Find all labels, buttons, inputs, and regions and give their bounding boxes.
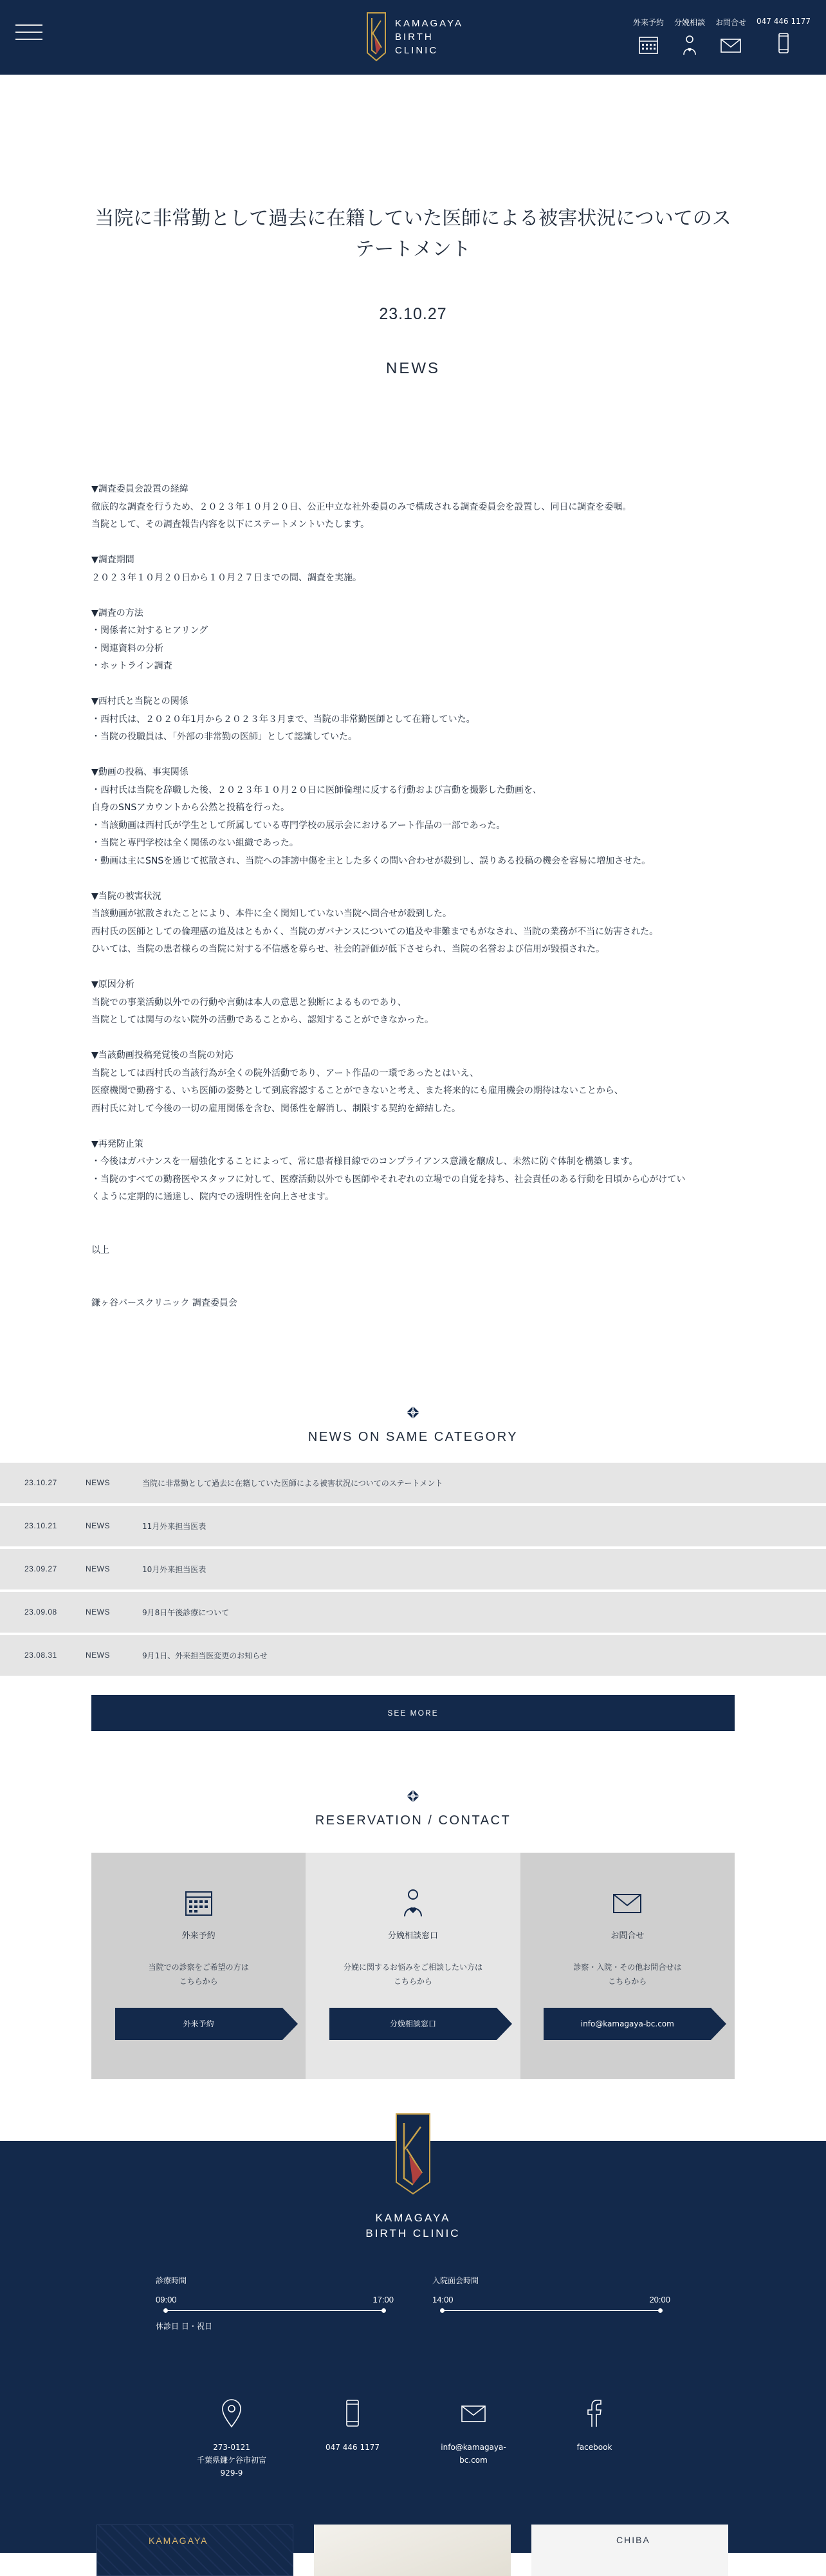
- section-text: 当該動画が拡散されたことにより、本件に全く関知していない当院へ問合せが殺到した。: [91, 909, 452, 919]
- section-facts: [91, 764, 735, 870]
- hours-label: 診療時間: [156, 2275, 187, 2285]
- section-text: ・関係者に対するヒアリング: [91, 625, 208, 636]
- signature: 鎌ヶ谷バースクリニック 調査委員会: [91, 1298, 237, 1308]
- mother-icon: [679, 34, 701, 56]
- footer-contacts: [0, 2398, 826, 2479]
- news-title: 11月外来担当医表: [142, 1521, 206, 1531]
- section-prevention: [91, 1136, 735, 1207]
- card-desc-line: 当院での診察をご希望の方は: [148, 1962, 249, 1972]
- section-heading: ▼調査委員会設置の経緯: [91, 484, 188, 494]
- section-heading: ▼調査の方法: [91, 607, 143, 618]
- nav-appointment-label: 外来予約: [632, 18, 664, 27]
- card-title: 外来予約: [181, 1931, 216, 1941]
- visiting-hours: [432, 2275, 670, 2314]
- clinic-hours: [156, 2275, 394, 2331]
- card-desc-line: 分娩に関するお悩みをご相談したい方は: [343, 1962, 482, 1972]
- section-text: 当院として、その調査報告内容を以下にステートメントいたします。: [91, 519, 370, 530]
- see-more-button[interactable]: SEE MORE: [91, 1695, 735, 1731]
- section-text: ・当院の役職員は、「外部の非常勤の医師」として認識していた。: [91, 732, 357, 742]
- section-text: ・今後はガバナンスを一層強化することによって、常に患者様目線でのコンプライアンス意識を醸成し、未然に防ぐ体制を構築します。: [91, 1156, 638, 1167]
- closing-text: 以上: [91, 1245, 109, 1256]
- phone-icon: [773, 32, 794, 54]
- calendar-icon: [183, 1887, 214, 1918]
- contact-address[interactable]: [189, 2398, 274, 2479]
- section-period: [91, 551, 735, 587]
- news-title: 9月8日午後診療について: [142, 1608, 230, 1617]
- email-address: info@kamagaya-bc.com: [441, 2442, 506, 2465]
- diamond-ornament-icon: [403, 1786, 423, 1806]
- reservation-contact: [0, 1786, 826, 2079]
- hours-start: 14:00: [432, 2294, 454, 2304]
- card-title: 分娩相談窓口: [387, 1931, 438, 1941]
- address-line: 929-9: [220, 2468, 243, 2478]
- header-nav: [633, 17, 811, 56]
- section-text: 西村氏に対して今後の一切の雇用関係を含む、関係性を解消し、制限する契約を締結した。: [91, 1103, 461, 1114]
- section-heading: ▼西村氏と当院との関係: [91, 696, 188, 707]
- news-category: NEWS: [86, 1564, 110, 1573]
- article-body: [91, 481, 735, 1313]
- news-date: 23.10.27: [24, 1478, 57, 1487]
- logo-line-3: CLINIC: [395, 44, 439, 56]
- site-header: [0, 0, 826, 75]
- section-text: 当院としては西村氏の当該行為が全くの院外活動であり、アート作品の一環であったとはいえ、: [91, 1068, 479, 1079]
- card-desc-line: こちらから: [179, 1976, 218, 1986]
- footer-logo-text: [0, 2210, 826, 2241]
- nav-contact-label: お問合せ: [715, 18, 747, 27]
- banner-image[interactable]: [314, 2525, 511, 2576]
- banner-text: KAMAGAYA: [149, 2535, 208, 2546]
- hours-dot: [658, 2308, 663, 2313]
- banner-text: CHIBA: [616, 2534, 650, 2545]
- nav-delivery-label: 分娩相談: [674, 18, 705, 27]
- hours-label: 入院面会時間: [432, 2275, 479, 2285]
- section-text: ・当院と専門学校は全く関係のない組織であった。: [91, 838, 298, 848]
- news-row[interactable]: [0, 1506, 826, 1546]
- site-footer: [0, 2141, 826, 2553]
- mother-icon: [398, 1887, 428, 1918]
- section-text: ・当該動画は西村氏が学生として所属している専門学校の展示会におけるアート作品の一部であった。: [91, 820, 506, 831]
- nav-appointment[interactable]: [633, 17, 664, 56]
- related-news: [0, 1403, 826, 1731]
- site-logo[interactable]: [365, 12, 463, 62]
- section-text: 当院としては関与のない院外の活動であることから、認知することができなかった。: [91, 1015, 434, 1025]
- article-header: [0, 75, 826, 378]
- delivery-consult-button[interactable]: 分娩相談窓口: [329, 2008, 497, 2040]
- nav-phone[interactable]: [757, 17, 811, 56]
- contact-facebook[interactable]: [552, 2398, 637, 2479]
- section-text: 徹底的な調査を行うため、２０２３年１０月２０日、公正中立な社外委員のみで構成される調査委員会を設置し、同日に調査を委嘱。: [91, 501, 632, 512]
- section-text: ひいては、当院の患者様らの当院に対する不信感を募らせ、社会的評価が低下させられ、当院の名誉および信用が毀損された。: [91, 944, 605, 954]
- mail-icon: [720, 34, 742, 56]
- news-row[interactable]: [0, 1592, 826, 1633]
- hours-track: [165, 2310, 385, 2311]
- section-heading: ▼調査期間: [91, 555, 134, 565]
- news-title: 当院に非常勤として過去に在籍していた医師による被害状況についてのステートメント: [142, 1478, 443, 1488]
- section-text: 西村氏の医師としての倫理感の追及はともかく、当院のガバナンスについての追及や非難までもがなされ、当院の業務が不当に妨害された。: [91, 926, 659, 937]
- reserve-heading: RESERVATION / CONTACT: [315, 1813, 511, 1828]
- hours-dot: [381, 2308, 386, 2313]
- section-response: [91, 1047, 735, 1118]
- hours-dot: [163, 2308, 168, 2313]
- card-title: お問合せ: [610, 1931, 645, 1941]
- hours-note: 休診日 日・祝日: [156, 2321, 212, 2331]
- card-desc-line: 診察・入院・その他お問合せは: [573, 1962, 682, 1972]
- card-desc-line: こちらから: [608, 1976, 647, 1986]
- news-row[interactable]: [0, 1463, 826, 1503]
- section-heading: ▼当該動画投稿発覚後の当院の対応: [91, 1050, 234, 1061]
- footer-logo-line: KAMAGAYA: [375, 2211, 451, 2224]
- news-date: 23.09.08: [24, 1608, 57, 1617]
- section-relationship: [91, 693, 735, 746]
- news-category: NEWS: [86, 1651, 110, 1660]
- section-text: 当院での事業活動以外での行動や言動は本人の意思と独断によるものであり、: [91, 997, 407, 1008]
- appointment-button[interactable]: 外来予約: [115, 2008, 282, 2040]
- diamond-ornament-icon: [403, 1403, 423, 1422]
- section-heading: ▼動画の投稿、事実関係: [91, 767, 188, 777]
- section-text: 医療機関で勤務する、いち医師の姿勢として到底容認することができないと考え、また将来的にも雇用機会の期待はないことから、: [91, 1086, 623, 1096]
- hours-track: [441, 2310, 661, 2311]
- section-heading: ▼原因分析: [91, 979, 134, 990]
- menu-icon[interactable]: [15, 24, 42, 40]
- phone-icon: [340, 2398, 365, 2428]
- section-cause: [91, 976, 735, 1030]
- nav-phone-label: 047 446 1177: [757, 17, 811, 26]
- section-text: くように定期的に通達し、院内での透明性を向上させます。: [91, 1192, 334, 1202]
- section-text: 自身のSNSアカウントから公然と投稿を行った。: [91, 802, 290, 813]
- hours-dot: [440, 2308, 445, 2313]
- news-title: 10月外来担当医表: [142, 1564, 206, 1574]
- news-date: 23.10.21: [24, 1521, 57, 1530]
- contact-phone[interactable]: [310, 2398, 395, 2479]
- nav-delivery-consult[interactable]: [674, 17, 705, 56]
- delivery-consult-card: [306, 1853, 520, 2079]
- phone-number: 047 446 1177: [326, 2442, 380, 2452]
- section-damage: [91, 888, 735, 959]
- address-line: 273-0121: [213, 2442, 250, 2452]
- section-heading: ▼再発防止策: [91, 1138, 143, 1149]
- news-list: [0, 1463, 826, 1676]
- email-button[interactable]: info@kamagaya-bc.com: [544, 2008, 711, 2040]
- page-title: 当院に非常勤として過去に在籍していた医師による被害状況についてのステートメント: [95, 207, 731, 261]
- facebook-icon: [582, 2398, 607, 2428]
- logo-line-1: KAMAGAYA: [395, 17, 463, 29]
- section-heading: ▼当院の被害状況: [91, 891, 161, 902]
- news-category: NEWS: [86, 1478, 110, 1487]
- inquiry-card: [520, 1853, 735, 2079]
- section-text: ・ホットライン調査: [91, 661, 172, 671]
- section-background: [91, 481, 735, 534]
- card-desc-line: こちらから: [393, 1976, 432, 1986]
- related-heading: NEWS ON SAME CATEGORY: [307, 1429, 519, 1444]
- mail-icon: [461, 2398, 486, 2428]
- mail-icon: [612, 1887, 643, 1918]
- section-text: ・西村氏は当院を辞職した後、２０２３年１０月２０日に医師倫理に反する行動および言動を撮影した動画を、: [91, 784, 542, 795]
- footer-banners: [0, 2525, 826, 2553]
- hours-end: 17:00: [372, 2294, 394, 2304]
- hours-end: 20:00: [649, 2294, 670, 2304]
- news-date: 23.09.27: [24, 1564, 57, 1573]
- logo-line-2: BIRTH: [395, 31, 434, 42]
- contact-email[interactable]: [431, 2398, 516, 2479]
- hours-start: 09:00: [156, 2294, 177, 2304]
- map-pin-icon: [219, 2398, 244, 2428]
- banner-kamagaya[interactable]: [96, 2525, 293, 2576]
- section-text: ・動画は主にSNSを通じて拡散され、当院への誹謗中傷を主とした多くの問い合わせが殺到し、誤りある投稿の機会を容易に増加させた。: [91, 855, 651, 866]
- news-category: NEWS: [86, 1608, 110, 1617]
- news-date: 23.08.31: [24, 1651, 57, 1660]
- post-category: NEWS: [386, 360, 440, 377]
- logo-mark-icon: [365, 12, 387, 62]
- section-text: ・関連資料の分析: [91, 643, 163, 654]
- post-date: 23.10.27: [379, 305, 447, 323]
- contact-cards: [91, 1853, 735, 2079]
- news-title: 9月1日、外来担当医変更のお知らせ: [142, 1651, 268, 1660]
- news-row[interactable]: [0, 1549, 826, 1589]
- appointment-card: [91, 1853, 306, 2079]
- footer-logo-icon[interactable]: [394, 2111, 432, 2196]
- section-method: [91, 605, 735, 676]
- footer-logo-line: BIRTH CLINIC: [365, 2227, 461, 2239]
- nav-contact[interactable]: [715, 17, 746, 56]
- banner-chiba[interactable]: [531, 2525, 728, 2576]
- calendar-icon: [638, 34, 659, 56]
- news-category: NEWS: [86, 1521, 110, 1530]
- facebook-link: facebook: [576, 2442, 612, 2452]
- section-text: ２０２３年１０月２０日から１０月２７日までの間、調査を実施。: [91, 572, 362, 583]
- news-row[interactable]: [0, 1635, 826, 1676]
- address-line: 千葉県鎌ケ谷市初富: [196, 2455, 266, 2465]
- section-text: ・西村氏は、２０２０年1月から２０２３年３月まで、当院の非常勤医師として在籍していた。: [91, 714, 475, 725]
- section-text: ・当院のすべての勤務医やスタッフに対して、医療活動以外でも医師やそれぞれの立場での自覚を持ち、社会責任のある行動を日頃から心がけてい: [91, 1174, 686, 1185]
